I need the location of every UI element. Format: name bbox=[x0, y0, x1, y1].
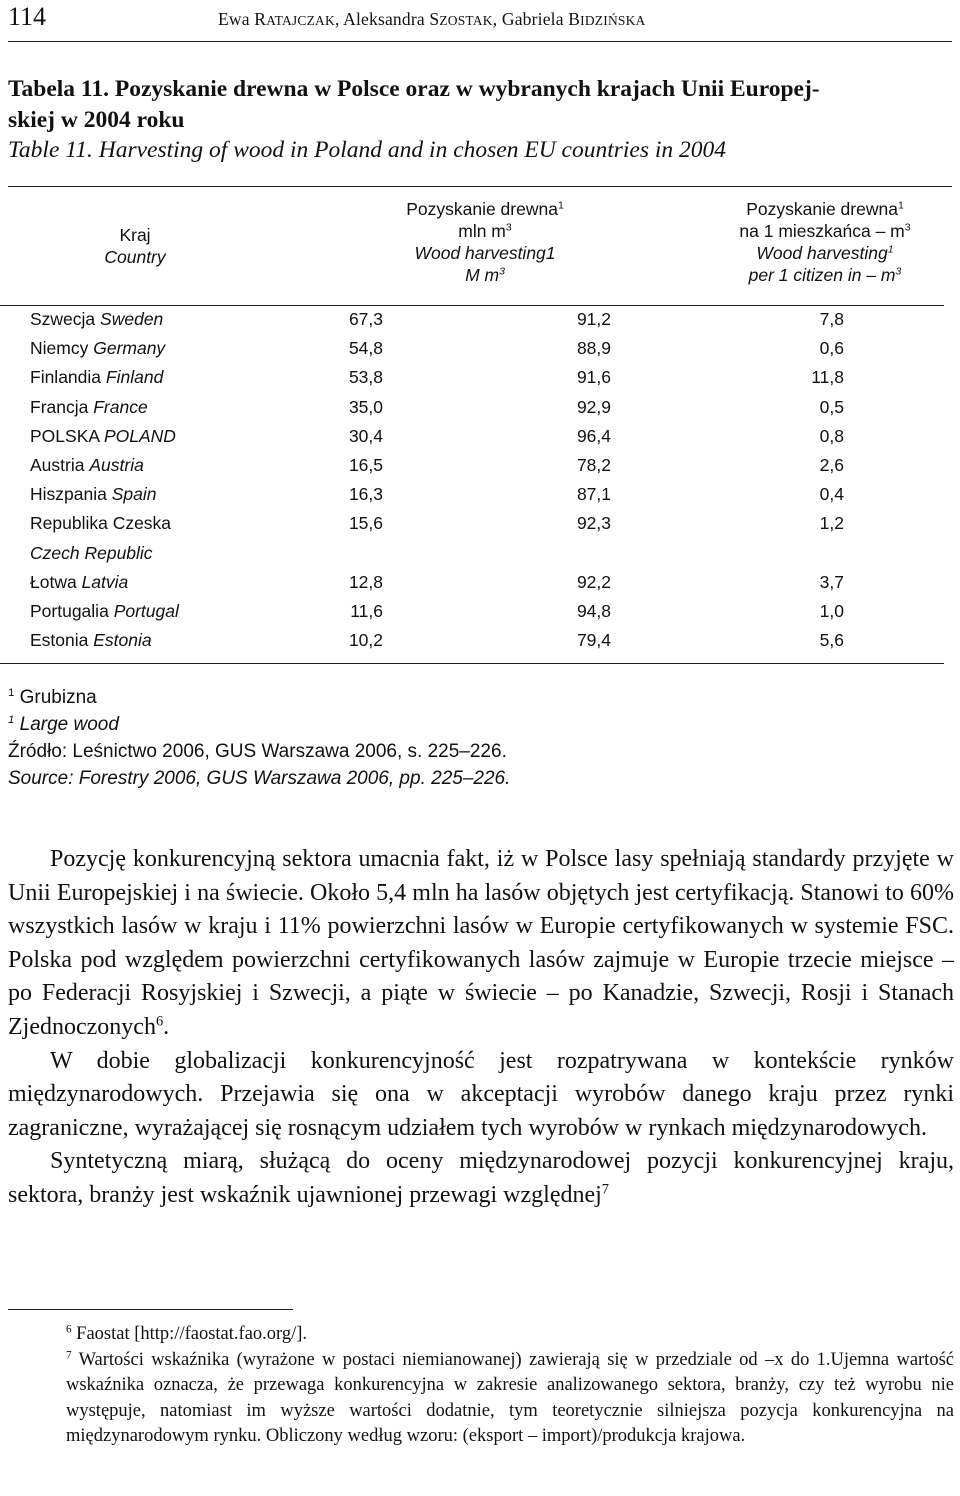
row-country: POLSKA POLAND bbox=[30, 425, 176, 446]
row-country: Francja France bbox=[30, 396, 148, 417]
harvest-table bbox=[0, 0, 960, 670]
page-number: 114 bbox=[8, 2, 47, 31]
row-value-v1: 11,6 bbox=[350, 601, 383, 621]
row-country: Czech Republic bbox=[30, 542, 153, 563]
source-pl: Źródło: Leśnictwo 2006, GUS Warszawa 2006, s. 225–226. bbox=[8, 741, 507, 762]
paragraph-2: W dobie globalizacji konkurencyjność jest rozpatrywana w kontekście rynków międzynarodowych. Przejawia się ona w akceptacji wyrobów danego kraju przez rynki zagraniczne, wyrażającej się rosnącym udziałem tych wyrobów w rynkach międzynarodowych. bbox=[8, 1047, 954, 1141]
footnote-6: $^6$ Faostat [http://faostat.fao.org/]. bbox=[66, 1323, 308, 1344]
row-value-v2: 92,3 bbox=[576, 513, 611, 534]
row-value-v3: 0,4 bbox=[819, 484, 844, 505]
row-value-v3: 3,7 bbox=[819, 571, 844, 592]
row-value-v2: 96,4 bbox=[576, 425, 611, 446]
row-value-v1 bbox=[283, 541, 383, 565]
footnotes bbox=[66, 1322, 954, 1450]
row-value-v2: 88,9 bbox=[576, 338, 611, 359]
row-country: Estonia Estonia bbox=[30, 630, 152, 651]
row-value-v2: 79,4 bbox=[576, 630, 611, 651]
row-value-v1: 16,3 bbox=[348, 484, 383, 505]
row-country: Portugalia Portugal bbox=[30, 601, 179, 621]
row-value-v3: 1,0 bbox=[819, 601, 844, 621]
table-header-rule bbox=[0, 305, 944, 306]
paragraph-1: Pozycję konkurencyjną sektora umacnia fakt, iż w Polsce lasy spełniają standardy przyjęte w Unii Europejskiej i na świecie. Około 5,4 mln ha lasów objętych jest certyfikacją. Stanowi to 60% wszystkich lasów w kraju i 11% powierzchni lasów w Europie certyfikowanych w systemie FSC. Polska pod względem powierzchni certyfikowanych lasów zajmuje w Europie trzecie miejsce – po Federacji Rosyjskiej i Szwecji, a piąte w świecie – po Kanadzie, Szwecji, Rosji i Stanach Zjednoczonych$^6$. bbox=[8, 846, 954, 1040]
footnote-7: $^7$ Wartości wskaźnika (wyrażone w postaci niemianowanej) zawierają się w przedziale od –x do 1.Ujemna wartość wskaźnika oznacza, że przewaga konkurencyjna w zakresie analizowanego sektora, branży, czy też wyrobu nie występuje, natomiast im wyższe wartości dodatnie, tym teoretycznie silniejsza pozycja konkurencyjna na międzynarodowym rynku. Obliczony według wzoru: (eksport – import)/produkcja krajowa. bbox=[66, 1348, 954, 1446]
row-value-v2: 92,9 bbox=[576, 396, 611, 417]
row-value-v2: 91,6 bbox=[576, 367, 611, 388]
col-header-country: Kraj Country bbox=[104, 225, 166, 267]
row-value-v2: 94,8 bbox=[576, 601, 611, 621]
row-country: Hiszpania Spain bbox=[30, 484, 157, 505]
paragraph-3: Syntetyczną miarą, służącą do oceny międzynarodowej pozycji konkurencyjnej kraju, sektora, branży jest wskaźnik ujawnionej przewagi względnej$^7$ bbox=[8, 1148, 954, 1208]
source-en: Source: Forestry 2006, GUS Warszawa 2006, pp. 225–226. bbox=[8, 768, 511, 789]
row-value-v3: 7,8 bbox=[819, 309, 844, 329]
row-value-v2 bbox=[511, 541, 611, 565]
row-country: Szwecja Sweden bbox=[30, 309, 164, 329]
col-header-harvest: Pozyskanie drewna$^1$ mln $m^3$ Wood harvesting1 M $m^3$ bbox=[406, 199, 564, 285]
row-value-v3: 1,2 bbox=[819, 513, 844, 534]
table-title-pl: Tabela 11. Pozyskanie drewna w Polsce oraz w wybranych krajach Unii Europej- skiej w 2004 roku bbox=[8, 76, 820, 133]
row-value-v1: 10,2 bbox=[348, 630, 383, 651]
row-value-v3: 0,6 bbox=[819, 338, 844, 359]
row-value-v1: 16,5 bbox=[348, 455, 383, 475]
note-1-pl: $^1$ Grubizna bbox=[8, 687, 97, 708]
note-1-en: $^1$ Large wood bbox=[8, 714, 119, 735]
body-text bbox=[8, 843, 954, 1213]
row-value-v1: 30,4 bbox=[348, 425, 383, 446]
running-header-authors: Ewa RATAJCZAK, Aleksandra SZOSTAK, Gabriela BIDZIŃSKA bbox=[218, 9, 646, 29]
row-country: Republika Czeska bbox=[30, 513, 172, 534]
row-country: Finlandia Finland bbox=[30, 367, 164, 388]
table-notes bbox=[8, 684, 952, 792]
row-value-v3: 2,6 bbox=[819, 455, 844, 475]
row-value-v1: 67,3 bbox=[348, 309, 383, 329]
row-value-v1: 12,8 bbox=[348, 571, 383, 592]
row-value-v3: 0,5 bbox=[819, 396, 844, 417]
row-value-v3 bbox=[744, 541, 844, 565]
row-value-v2: 92,2 bbox=[576, 571, 611, 592]
table-title-en: Table 11. Harvesting of wood in Poland and in chosen EU countries in 2004 bbox=[8, 137, 727, 163]
row-value-v2: 87,1 bbox=[576, 484, 611, 505]
row-value-v3: 0,8 bbox=[819, 425, 844, 446]
row-country: Niemcy Germany bbox=[30, 338, 166, 359]
row-country: Łotwa Latvia bbox=[30, 571, 129, 592]
footnote-separator bbox=[8, 1309, 293, 1310]
row-value-v1: 54,8 bbox=[348, 338, 383, 359]
row-value-v3: 5,6 bbox=[819, 630, 844, 651]
row-value-v1: 15,6 bbox=[348, 513, 383, 534]
table-bottom-rule bbox=[0, 663, 944, 664]
row-country: Austria Austria bbox=[30, 455, 144, 475]
row-value-v2: 91,2 bbox=[576, 309, 611, 329]
row-value-v3: 11,8 bbox=[811, 367, 844, 388]
row-value-v1: 53,8 bbox=[348, 367, 383, 388]
col-header-per-capita: Pozyskanie drewna$^1$ na 1 mieszkańca – $m^3$ Wood harvesting$^1$ per 1 citizen in – $m^3$ bbox=[739, 199, 911, 285]
row-value-v2: 78,2 bbox=[576, 455, 611, 475]
row-value-v1: 35,0 bbox=[348, 396, 383, 417]
